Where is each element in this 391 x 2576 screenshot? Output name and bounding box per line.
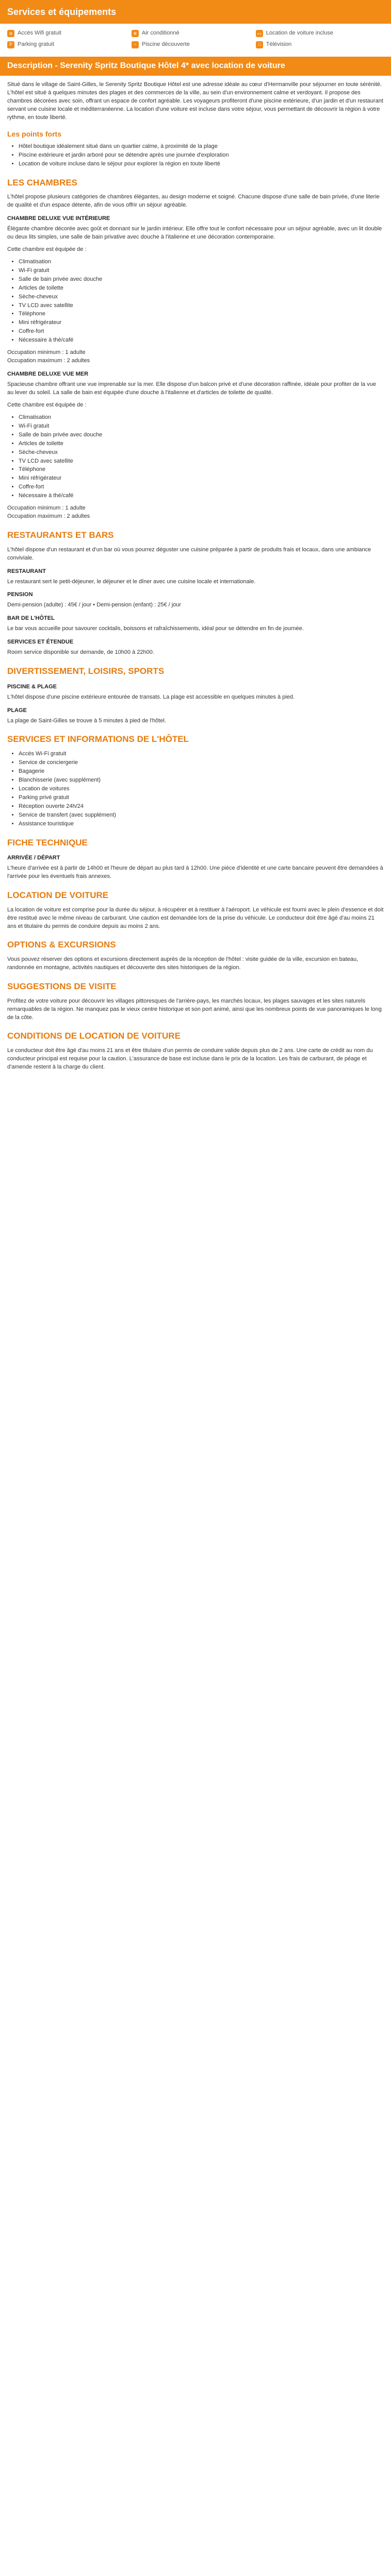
room-name: CHAMBRE DELUXE VUE MER — [7, 371, 89, 378]
room-name: CHAMBRE DELUXE VUE INTÉRIEURE — [7, 215, 110, 222]
list-item: • Service de conciergerie — [19, 759, 384, 767]
list-item: • Téléphone — [19, 466, 384, 474]
tech-text: L'heure d'arrivée est à partir de 14h00 et l'heure de départ au plus tard à 12h00. Une pièce d'identité et une carte bancaire peuvent être demandées à l'arrivée pour les éventuels frais annexes. — [7, 865, 383, 880]
services-header: Services et équipements — [0, 0, 391, 24]
room-desc: Spacieuse chambre offrant une vue imprenable sur la mer. Elle dispose d'un balcon privé et d'une décoration raffinée, idéale pour profiter de la vue au lever du soleil. La salle de bain est équipée d'une douche à l'italienne et d'articles de toilette de qualité. — [7, 381, 376, 396]
room-occ — [7, 349, 384, 365]
leisure-title: DIVERTISSEMENT, LOISIRS, SPORTS — [7, 666, 165, 676]
tech-label: ARRIVÉE / DÉPART — [7, 855, 60, 861]
amenity-wifi — [7, 29, 132, 38]
list-item: • Mini réfrigérateur — [19, 319, 384, 327]
bed-icon: ▭ — [256, 30, 263, 37]
list-item: • Bagagerie — [19, 768, 384, 776]
occ-max: Occupation maximum : 2 adultes — [7, 358, 90, 364]
wifi-icon: ≋ — [7, 30, 14, 37]
list-item: • Blanchisserie (avec supplément) — [19, 776, 384, 785]
amenity-ac — [132, 29, 256, 38]
suggestions-title: SUGGESTIONS DE VISITE — [7, 981, 117, 991]
list-item: • Sèche-cheveux — [19, 449, 384, 457]
list-item: • TV LCD avec satellite — [19, 457, 384, 466]
points-title: Les points forts — [7, 130, 62, 139]
list-item: • Nécessaire à thé/café — [19, 336, 384, 345]
list-item: • Accès Wi-Fi gratuit — [19, 750, 384, 758]
list-item: • Hôtel boutique idéalement situé dans un quartier calme, à proximité de la plage — [19, 143, 384, 151]
suggestions-text: Profitez de votre voiture pour découvrir les villages pittoresques de l'arrière-pays, les marchés locaux, les plages sauvages et les sites naturels remarquables de la région. Ne manquez pas le vieux centre historique et son port animé, ainsi que les nombreux points de vue panoramiques le long de la côte. — [7, 997, 382, 1021]
list-item: • Nécessaire à thé/café — [19, 492, 384, 500]
options-text: Vous pouvez réserver des options et excursions directement auprès de la réception de l'hôtel : visite guidée de la ville, excursion en bateau, randonnée en montagne, activités nautiques et découverte des sites historiques de la région. — [7, 956, 359, 971]
room-equip-list — [7, 258, 384, 345]
amenity-pool — [132, 41, 256, 49]
amenity-tv — [256, 41, 380, 49]
tv-icon: □ — [256, 41, 263, 48]
leisure-item-desc: L'hôtel dispose d'une piscine extérieure entourée de transats. La plage est accessible en quelques minutes à pied. — [7, 693, 295, 700]
list-item: • Piscine extérieure et jardin arboré pour se détendre après une journée d'exploration — [19, 151, 384, 160]
dining-title: RESTAURANTS ET BARS — [7, 530, 114, 540]
list-item: • Coffre-fort — [19, 328, 384, 336]
dining-item-name: RESTAURANT — [7, 568, 46, 574]
room-desc: Élégante chambre décorée avec goût et donnant sur le jardin intérieur. Elle offre tout le confort nécessaire pour un séjour agréable, avec un lit double ou deux lits simples, une salle de bain privative avec douche à l'italienne et une décoration contemporaine. — [7, 226, 382, 240]
dining-item-name: SERVICES ET ÉTENDUE — [7, 639, 74, 646]
services-title: SERVICES ET INFORMATIONS DE L'HÔTEL — [7, 734, 189, 744]
dining-intro: L'hôtel dispose d'un restaurant et d'un bar où vous pourrez déguster une cuisine préparée à partir de produits frais et locaux, dans une ambiance conviviale. — [7, 546, 371, 561]
list-item: • TV LCD avec satellite — [19, 302, 384, 310]
dining-item-desc: Demi-pension (adulte) : 45€ / jour • Demi-pension (enfant) : 25€ / jour — [7, 602, 182, 608]
list-item: • Location de voitures — [19, 785, 384, 793]
amenity-label: Accès Wifi gratuit — [18, 30, 61, 37]
options-title: OPTIONS & EXCURSIONS — [7, 940, 116, 950]
room-occ — [7, 504, 384, 521]
list-item: • Mini réfrigérateur — [19, 474, 384, 483]
amenities-list — [0, 24, 391, 53]
room-equip-list — [7, 414, 384, 500]
conditions-text: Le conducteur doit être âgé d'au moins 21 ans et être titulaire d'un permis de conduire valide depuis plus de 2 ans. Une carte de crédit au nom du conducteur principal est requise pour la caution. L'assurance de base est incluse dans le prix de la location. Les frais de carburant, de péage et d'amende restent à la charge du client. — [7, 1047, 373, 1070]
pool-icon: ~ — [132, 41, 139, 48]
description-intro: Situé dans le village de Saint-Gilles, le Serenity Spritz Boutique Hôtel est une adresse idéale au cœur d'Hermanville pour séjourner en toute sérénité. L'hôtel est situé à quelques minutes des plages et des commerces de la ville, au sein d'un environnement calme et verdoyant. Il propose des chambres décorées avec soin, offrant un espace de confort agréable. Les voyageurs profiteront d'une piscine extérieure, d'un jardin et d'un restaurant servant une cuisine locale et méditerranéenne. La location d'une voiture est incluse dans votre séjour, vous permettant de découvrir la région à votre rythme, en toute liberté. — [7, 81, 383, 121]
dining-item-name: PENSION — [7, 591, 33, 598]
list-item: • Wi-Fi gratuit — [19, 422, 384, 431]
occ-min: Occupation minimum : 1 adulte — [7, 349, 86, 356]
amenity-label: Parking gratuit — [18, 41, 54, 48]
list-item: • Assistance touristique — [19, 820, 384, 828]
dining-item-desc: Le bar vous accueille pour savourer cocktails, boissons et rafraîchissements, idéal pour se détendre en fin de journée. — [7, 625, 304, 632]
list-item: • Salle de bain privée avec douche — [19, 431, 384, 439]
amenity-label: Télévision — [266, 41, 292, 48]
amenity-label: Piscine découverte — [141, 41, 190, 48]
list-item: • Service de transfert (avec supplément) — [19, 811, 384, 820]
dining-item-desc: Le restaurant sert le petit-déjeuner, le déjeuner et le dîner avec une cuisine locale et internationale. — [7, 578, 256, 585]
list-item: • Articles de toilette — [19, 440, 384, 448]
rooms-intro: L'hôtel propose plusieurs catégories de chambres élégantes, au design moderne et soigné. Chacune dispose d'une salle de bain privée, d'une literie de qualité et d'un espace détente, afin de vous offrir un séjour agréable. — [7, 194, 380, 209]
points-list — [7, 143, 384, 168]
list-item: • Coffre-fort — [19, 483, 384, 492]
list-item: • Articles de toilette — [19, 284, 384, 293]
leisure-item-desc: La plage de Saint-Gilles se trouve à 5 minutes à pied de l'hôtel. — [7, 717, 166, 724]
list-item: • Climatisation — [19, 414, 384, 422]
dining-item-name: BAR DE L'HÔTEL — [7, 615, 55, 622]
amenity-parking — [7, 41, 132, 49]
room-equip-title: Cette chambre est équipée de : — [7, 401, 87, 408]
list-item: • Climatisation — [19, 258, 384, 266]
list-item: • Téléphone — [19, 310, 384, 318]
amenity-label: Location de voiture incluse — [266, 30, 334, 37]
list-item: • Réception ouverte 24h/24 — [19, 803, 384, 811]
dining-item-desc: Room service disponible sur demande, de 10h00 à 22h00. — [7, 649, 154, 656]
amenity-label: Air conditionné — [141, 30, 180, 37]
parking-icon: P — [7, 41, 14, 48]
room-equip-title: Cette chambre est équipée de : — [7, 246, 87, 252]
car-title: LOCATION DE VOITURE — [7, 890, 109, 901]
list-item: • Location de voiture incluse dans le séjour pour explorer la région en toute liberté — [19, 160, 384, 168]
main-content — [0, 76, 391, 1086]
leisure-item-name: PISCINE & PLAGE — [7, 683, 57, 690]
tech-title: FICHE TECHNIQUE — [7, 837, 88, 848]
ac-icon: ❄ — [132, 30, 139, 37]
occ-max: Occupation maximum : 2 adultes — [7, 513, 90, 520]
services-list — [7, 750, 384, 828]
conditions-title: CONDITIONS DE LOCATION DE VOITURE — [7, 1031, 181, 1041]
list-item: • Sèche-cheveux — [19, 293, 384, 301]
rooms-title: LES CHAMBRES — [7, 177, 78, 188]
list-item: • Salle de bain privée avec douche — [19, 276, 384, 284]
car-text: La location de voiture est comprise pour la durée du séjour, à récupérer et à restituer à l'aéroport. Le véhicule est fourni avec le plein d'essence et doit être restitué avec le même niveau de carburant. Une caution est demandée lors de la prise du véhicule. Le conducteur doit être âgé d'au moins 21 ans et titulaire du permis de conduire depuis au moins 2 ans. — [7, 906, 384, 929]
description-title: Description - Serenity Spritz Boutique Hôtel 4* avec location de voiture — [0, 57, 391, 76]
amenity-car — [256, 29, 380, 38]
list-item: • Parking privé gratuit — [19, 794, 384, 802]
list-item: • Wi-Fi gratuit — [19, 267, 384, 275]
leisure-item-name: PLAGE — [7, 707, 27, 714]
occ-min: Occupation minimum : 1 adulte — [7, 505, 86, 512]
